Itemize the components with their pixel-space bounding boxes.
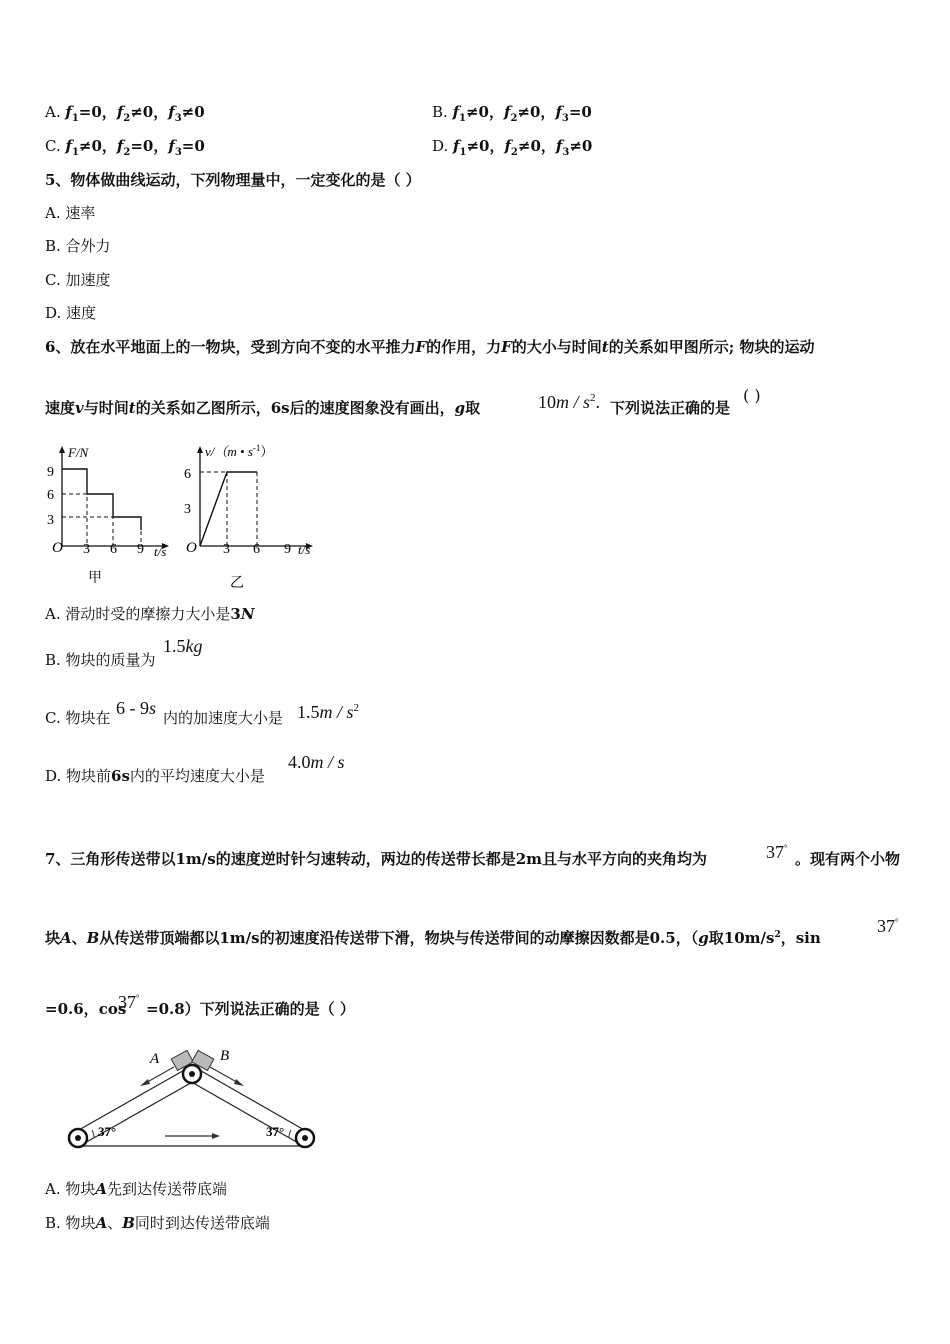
graph1-ylabel: F/N	[68, 445, 89, 460]
belt-direction-head	[212, 1133, 220, 1139]
q6-option-c-mid: 内的加速度大小是	[163, 709, 284, 727]
label-b: B	[220, 1048, 230, 1064]
graph2-xtick-6: 6	[253, 542, 260, 557]
graph1-xtick-3: 3	[83, 542, 90, 557]
belt-left-upper	[77, 1068, 188, 1131]
graph1-ytick-6: 6	[47, 488, 54, 503]
angle-arc-left	[92, 1130, 94, 1138]
graph2-xtick-3: 3	[223, 542, 230, 557]
q5-stem: 5、物体做曲线运动，下列物理量中，一定变化的是（ ）	[45, 171, 421, 189]
angle-label-right: 37°	[266, 1124, 285, 1139]
pulley-top	[183, 1065, 201, 1083]
q7-stem-line2: 块A、B从传送带顶端都以1m/s的初速度沿传送带下滑，物块与传送带间的动摩擦因数都是0.5，（g取$10m/s^2$，sin	[45, 929, 821, 947]
q5-option-b: B. 合外力	[45, 237, 111, 255]
q7-angle-2: 37°	[877, 916, 899, 936]
graph1-caption: 甲	[88, 571, 102, 586]
graph2-xtick-9: 9	[284, 542, 291, 557]
q7-angle-1: 37°	[766, 842, 788, 862]
q7-stem-line1: 7、三角形传送带以1m/s的速度逆时针匀速转动，两边的传送带长都是2m且与水平方向的夹角均为	[45, 850, 708, 868]
graph1-xtick-9: 9	[137, 542, 144, 557]
graph-velocity-time	[178, 438, 328, 593]
q6-option-c-value: $1.5m / s^2$	[297, 702, 360, 722]
q7-option-b: B. 物块A、B同时到达传送带底端	[45, 1214, 270, 1232]
q4-option-b: B. $f_1\ne 0$，$f_2\ne 0$，$f_3=0$	[432, 103, 592, 124]
q6-option-c: C. 物块在	[45, 709, 111, 727]
graph2-xlabel: t/s	[298, 542, 311, 557]
graph2-caption: 乙	[230, 576, 244, 591]
graph2-y-arrow	[197, 446, 203, 453]
conveyor-belt-figure	[60, 1040, 330, 1160]
q7-stem-line1-end: 。现有两个小物	[795, 850, 901, 868]
q6-option-d: D. 物块前6s内的平均速度大小是	[45, 767, 265, 785]
graph-force-time	[40, 438, 180, 588]
q5-option-a: A. 速率	[45, 204, 96, 222]
q6-option-a: A. 滑动时受的摩擦力大小是3N	[45, 605, 255, 623]
graph1-ytick-9: 9	[47, 465, 54, 480]
angle-label-left: 37°	[98, 1124, 117, 1139]
q4-option-c: C. $f_1\ne 0$，$f_2=0$，$f_3=0$	[45, 137, 205, 158]
arrow-a-head	[140, 1079, 150, 1086]
pulley-left	[69, 1129, 87, 1147]
q4-option-a: A. $f_1=0$，$f_2\ne 0$，$f_3\ne 0$	[45, 103, 205, 124]
graph1-xlabel: t/s	[154, 544, 167, 559]
graph1-origin: O	[52, 540, 63, 556]
q6-stem-line2: 速度v与时间t的关系如乙图所示，6s后的速度图象没有画出，g取	[45, 399, 481, 417]
label-a: A	[150, 1051, 160, 1067]
q7-stem-line3: =0.6，cos	[45, 1000, 127, 1018]
q6-stem-line1: 6、放在水平地面上的一物块，受到方向不变的水平推力F的作用，力F的大小与时间t的关系如甲图所示; 物块的运动	[45, 338, 815, 356]
graph1-y-arrow	[59, 446, 65, 453]
q4-option-d: D. $f_1\ne 0$，$f_2\ne 0$，$f_3\ne 0$	[432, 137, 593, 158]
q6-g-value: $10m / s^2$.	[538, 392, 601, 412]
graph1-force-line	[62, 469, 141, 530]
graph2-velocity-line	[200, 472, 257, 546]
belt-right-upper	[196, 1068, 306, 1131]
q6-answer-paren: ( )	[743, 386, 761, 405]
graph1-ytick-3: 3	[47, 513, 54, 528]
q5-option-c: C. 加速度	[45, 271, 111, 289]
graph2-ylabel: v/（m • $s^{-1}$）	[205, 443, 274, 459]
q6-stem-line2-end: 下列说法正确的是	[610, 399, 731, 417]
angle-arc-right	[289, 1130, 291, 1138]
graph2-ytick-6: 6	[184, 467, 191, 482]
q7-option-a: A. 物块A先到达传送带底端	[45, 1180, 228, 1198]
graph2-ytick-3: 3	[184, 502, 191, 517]
graph2-origin: O	[186, 540, 197, 556]
q6-option-d-value: 4.0m / s	[288, 752, 345, 772]
q7-angle-3: 37°	[118, 992, 140, 1012]
pulley-right	[296, 1129, 314, 1147]
q5-option-d: D. 速度	[45, 304, 97, 322]
q6-option-b: B. 物块的质量为	[45, 651, 156, 669]
q6-option-c-range: 6 - 9s	[116, 698, 157, 718]
graph1-xtick-6: 6	[110, 542, 117, 557]
q6-option-b-value: 1.5kg	[163, 636, 203, 656]
arrow-b-head	[234, 1079, 244, 1086]
q7-stem-line3-end: =0.8）下列说法正确的是（ ）	[146, 1000, 355, 1018]
